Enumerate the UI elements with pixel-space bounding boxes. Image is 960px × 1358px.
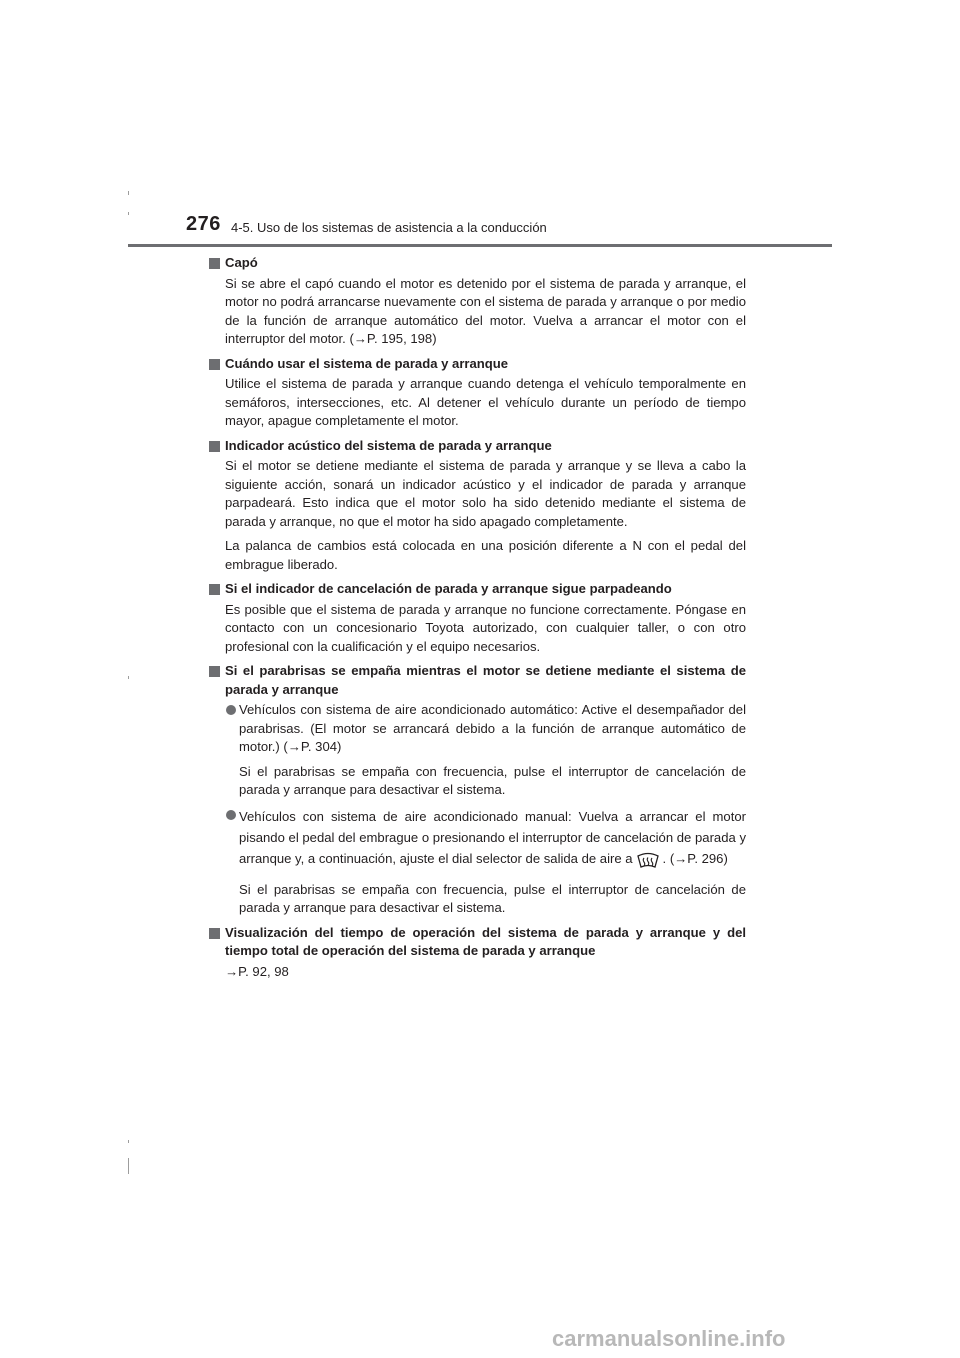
bullet-item — [225, 806, 746, 918]
chapter-title: 4-5. Uso de los sistemas de asistencia a la conducción — [231, 220, 547, 235]
section-paragraph: Si el motor se detiene mediante el sistema de parada y arranque y se lleva a cabo la siguiente acción, sonará un indicador acústico y el indicador de parada y arranque parpadeará. Esto indica que el motor solo ha sido detenido mediante el sistema de parada y arranque, no que el motor ha sido apagado completamente. — [225, 458, 746, 529]
section-paragraph: Si se abre el capó cuando el motor es detenido por el sistema de parada y arranque, el motor no podrá arrancarse nuevamente con el sistema de parada y arranque o por medio de la función de arranque automático del motor. Vuelva a arrancar el motor con el interruptor del motor. (→P. 195, 198) — [225, 275, 746, 346]
bullet-text: . (→P. 296) — [662, 850, 728, 866]
section-title: Cuándo usar el sistema de parada y arranque — [225, 355, 509, 371]
windshield-defroster-icon — [637, 851, 659, 875]
margin-mark — [128, 212, 129, 215]
bullet-item — [225, 701, 746, 800]
square-bullet-icon — [209, 359, 220, 370]
round-bullet-icon — [226, 810, 236, 820]
section-indicador-acustico — [209, 437, 746, 575]
bullet-paragraph: Vehículos con sistema de aire acondicionado automático: Active el desempañador del parabrisas. (El motor se arrancará debido a la función de arranque automático de motor.) (→P. 304) — [239, 702, 746, 754]
header-rule — [128, 244, 832, 247]
square-bullet-icon — [209, 258, 220, 269]
watermark: carmanualsonline.info — [552, 1326, 786, 1351]
square-bullet-icon — [209, 666, 220, 677]
bullet-paragraph: Si el parabrisas se empaña con frecuencia, pulse el interruptor de cancelación de parada y arranque para desactivar el sistema. — [239, 763, 746, 797]
bullet-text: Vehículos con sistema de aire acondicionado manual: Vuelva a arrancar el motor pisando el pedal del embrague o presionando el interruptor de cancelación de parada y arranque y, a continuación, ajuste el dial selector de salida de aire a — [239, 808, 746, 866]
margin-mark — [128, 676, 129, 679]
square-bullet-icon — [209, 584, 220, 595]
section-paragraph: Es posible que el sistema de parada y arranque no funcione correctamente. Póngase en contacto con un concesionario Toyota autorizado, con cualquier taller, o con otro profesional con la cualificación y el equipo necesarios. — [225, 601, 746, 654]
section-indicador-cancelacion — [209, 580, 746, 656]
section-cuando-usar — [209, 355, 746, 431]
round-bullet-icon — [226, 705, 236, 715]
section-title: Si el parabrisas se empaña mientras el motor se detiene mediante el sistema de parada y arranque — [225, 663, 746, 697]
section-title: Visualización del tiempo de operación del sistema de parada y arranque y del tiempo total de operación del sistema de parada y arranque — [225, 924, 746, 958]
section-title: Capó — [225, 255, 258, 270]
section-paragraph: La palanca de cambios está colocada en una posición diferente a N con el pedal del embrague liberado. — [225, 538, 746, 572]
section-capo — [209, 254, 746, 349]
page-number: 276 — [186, 213, 221, 235]
margin-mark — [128, 191, 129, 195]
section-paragraph: →P. 92, 98 — [225, 963, 289, 979]
section-parabrisas — [209, 662, 746, 918]
square-bullet-icon — [209, 441, 220, 452]
margin-mark — [128, 1140, 129, 1143]
square-bullet-icon — [209, 928, 220, 939]
page-content — [209, 254, 746, 987]
bullet-paragraph — [239, 806, 746, 875]
section-paragraph: Utilice el sistema de parada y arranque cuando detenga el vehículo temporalmente en semáforos, intersecciones, etc. Al detener el vehículo durante un período de tiempo mayor, apague completamente el motor. — [225, 376, 746, 428]
bullet-paragraph: Si el parabrisas se empaña con frecuencia, pulse el interruptor de cancelación de parada y arranque para desactivar el sistema. — [239, 881, 746, 915]
section-visualizacion-tiempo — [209, 924, 746, 982]
section-title: Indicador acústico del sistema de parada y arranque — [225, 437, 552, 453]
margin-mark — [128, 1158, 129, 1174]
section-title: Si el indicador de cancelación de parada y arranque sigue parpadeando — [225, 581, 672, 596]
